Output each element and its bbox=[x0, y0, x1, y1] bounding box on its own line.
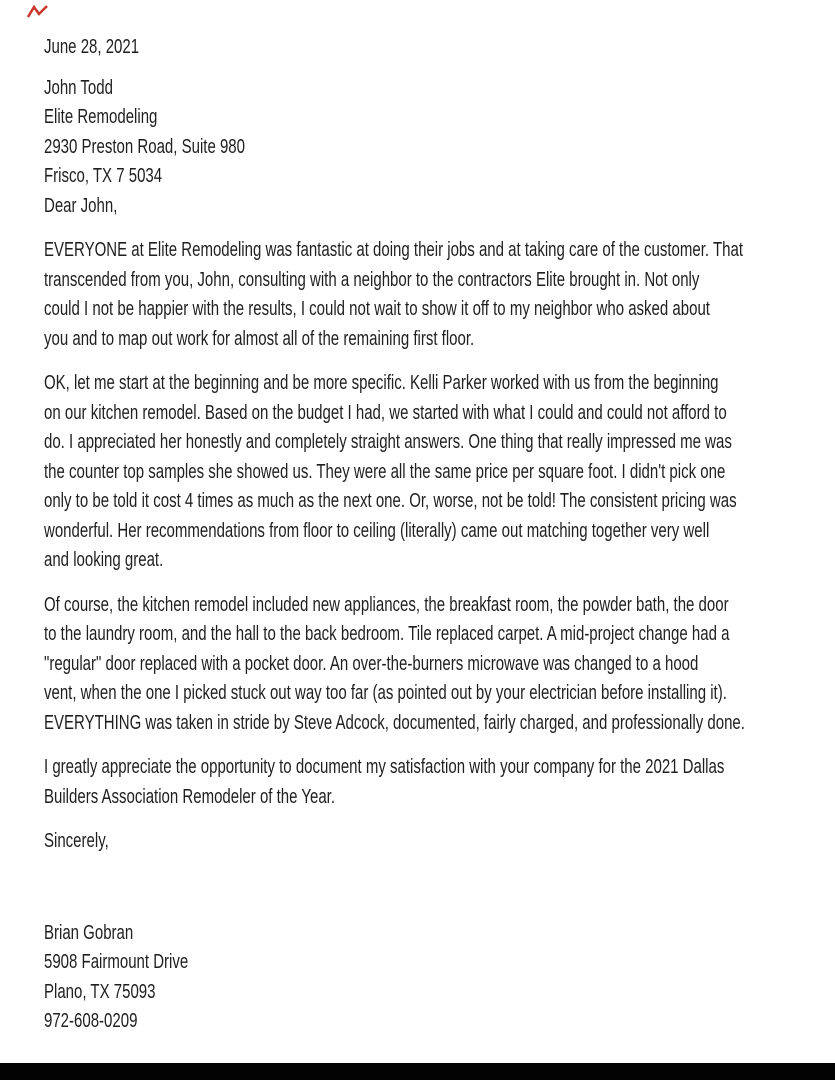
letter-content bbox=[44, 33, 794, 1052]
recipient-address-line1: 2930 Preston Road, Suite 980 bbox=[44, 135, 245, 158]
paragraph-line: Builders Association Remodeler of the Year. bbox=[44, 785, 336, 808]
paragraph-4 bbox=[44, 753, 794, 812]
paragraph-3 bbox=[44, 591, 794, 739]
paragraph-line: only to be told it cost 4 times as much as the next one. Or, worse, not be told! The consistent pricing was bbox=[44, 490, 737, 512]
signature-space bbox=[44, 872, 794, 919]
recipient-company: Elite Remodeling bbox=[44, 106, 158, 128]
paragraph-line: "regular" door replaced with a pocket door. An over-the-burners microwave was changed to a hood bbox=[44, 652, 699, 675]
paragraph-line: you and to map out work for almost all of the remaining first floor. bbox=[44, 327, 475, 350]
paragraph-line: on our kitchen remodel. Based on the budget I had, we started with what I could and could not afford to bbox=[44, 401, 727, 424]
sender-phone: 972-608-0209 bbox=[44, 1010, 138, 1032]
paragraph-line: vent, when the one I picked stuck out way too far (as pointed out by your electrician before installing it). bbox=[44, 682, 727, 704]
paragraph-line: could I not be happier with the results, I could not wait to show it off to my neighbor who asked about bbox=[44, 298, 710, 320]
paragraph-line: Of course, the kitchen remodel included new appliances, the breakfast room, the powder bath, the door bbox=[44, 593, 729, 616]
closing: Sincerely, bbox=[44, 830, 109, 852]
sender-name: Brian Gobran bbox=[44, 921, 134, 944]
bottom-black-bar bbox=[0, 1063, 835, 1080]
paragraph-line: I greatly appreciate the opportunity to document my satisfaction with your company for the 2021 Dallas bbox=[44, 756, 725, 778]
paragraph-2 bbox=[44, 369, 794, 576]
recipient-name: John Todd bbox=[44, 76, 113, 99]
paragraph-line: wonderful. Her recommendations from floor to ceiling (literally) came out matching together very well bbox=[44, 519, 710, 542]
red-pen-mark-icon bbox=[26, 4, 50, 20]
letter-date: June 28, 2021 bbox=[44, 36, 140, 58]
recipient-address-line2: Frisco, TX 7 5034 bbox=[44, 165, 163, 187]
paragraph-line: transcended from you, John, consulting with a neighbor to the contractors Elite brought in. Not only bbox=[44, 268, 700, 291]
paragraph-line: EVERYONE at Elite Remodeling was fantastic at doing their jobs and at taking care of the customer. That bbox=[44, 239, 743, 261]
sender-block bbox=[44, 919, 794, 1037]
paragraph-line: OK, let me start at the beginning and be more specific. Kelli Parker worked with us from the beginning bbox=[44, 372, 719, 394]
recipient-block bbox=[44, 74, 794, 222]
sender-address-line2: Plano, TX 75093 bbox=[44, 980, 156, 1003]
paragraph-line: the counter top samples she showed us. They were all the same price per square foot. I didn't pick one bbox=[44, 460, 726, 483]
paragraph-line: do. I appreciated her honestly and completely straight answers. One thing that really impressed me was bbox=[44, 431, 732, 453]
paragraph-line: EVERYTHING was taken in stride by Steve Adcock, documented, fairly charged, and professionally done. bbox=[44, 711, 745, 734]
salutation: Dear John, bbox=[44, 194, 118, 217]
sender-address-line1: 5908 Fairmount Drive bbox=[44, 951, 189, 973]
paragraph-line: and looking great. bbox=[44, 549, 164, 571]
paragraph-line: to the laundry room, and the hall to the back bedroom. Tile replaced carpet. A mid-project change had a bbox=[44, 623, 730, 645]
paragraph-1 bbox=[44, 236, 794, 354]
